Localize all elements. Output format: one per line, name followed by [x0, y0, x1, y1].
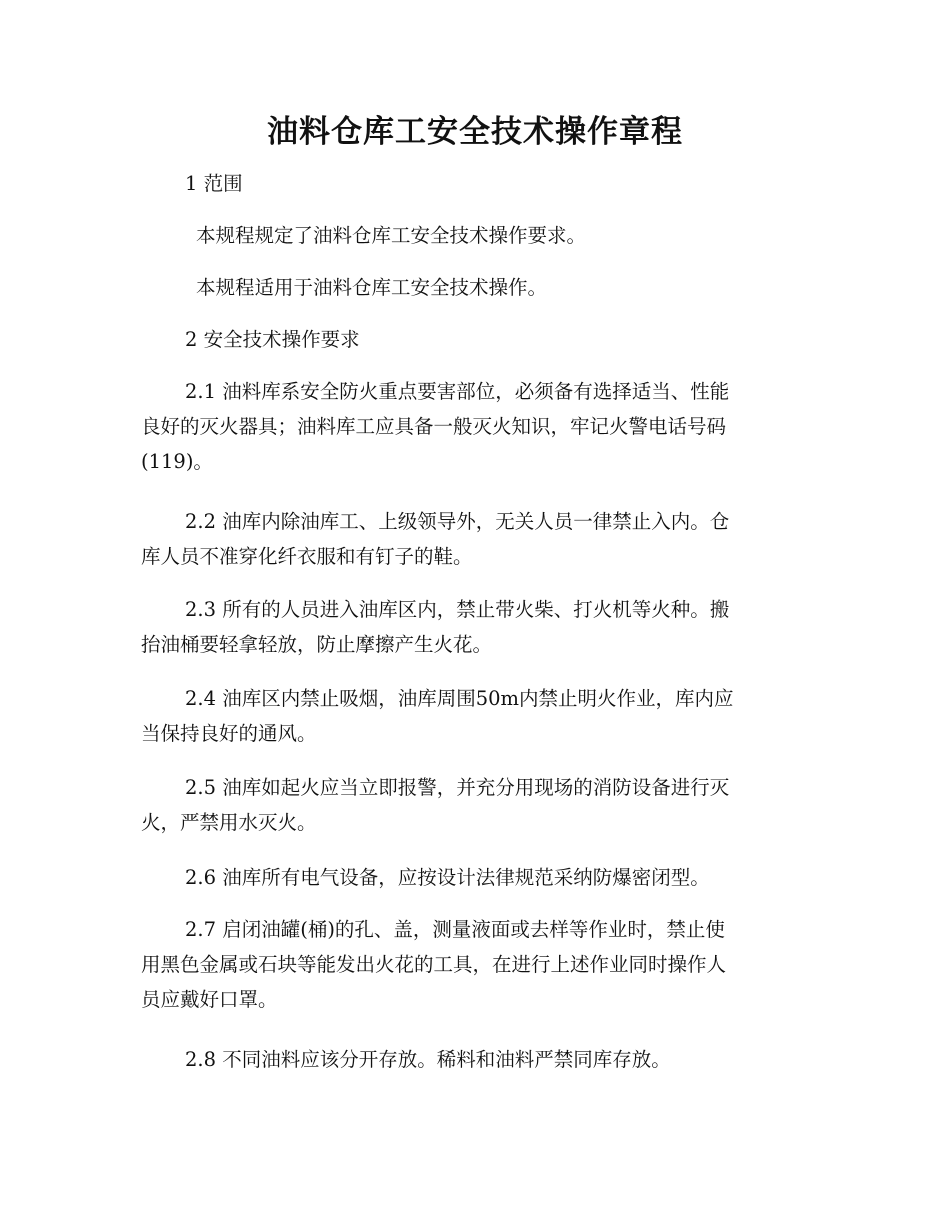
requirement-line: 员应戴好口罩。 [141, 988, 278, 1011]
requirement-item-2-8 [141, 1042, 797, 1077]
requirement-item-2-2 [141, 504, 797, 574]
scope-paragraph-1: 本规程规定了油料仓库工安全技术操作要求。 [196, 224, 587, 247]
document-title: 油料仓库工安全技术操作章程 [267, 114, 683, 150]
requirement-line: 2.6 油库所有电气设备，应按设计法律规范采纳防爆密闭型。 [185, 866, 710, 889]
requirement-line: 良好的灭火器具；油料库工应具备一般灭火知识，牢记火警电话号码 [141, 415, 727, 438]
requirement-line: 2.2 油库内除油库工、上级领导外，无关人员一律禁止入内。仓 [185, 510, 730, 533]
requirement-line: 2.1 油料库系安全防火重点要害部位，必须备有选择适当、性能 [185, 380, 730, 403]
requirement-line: 2.4 油库区内禁止吸烟，油库周围50m内禁止明火作业，库内应 [185, 687, 734, 710]
section-heading-scope: 1 范围 [185, 172, 243, 195]
requirement-item-2-7 [141, 912, 797, 1017]
requirement-line: 用黑色金属或石块等能发出火花的工具，在进行上述作业同时操作人 [141, 953, 727, 976]
section-heading-requirements: 2 安全技术操作要求 [185, 328, 360, 351]
requirement-line: 2.5 油库如起火应当立即报警，并充分用现场的消防设备进行灭 [185, 776, 730, 799]
requirement-line: 火，严禁用水灭火。 [141, 811, 317, 834]
requirement-line: 库人员不准穿化纤衣服和有钉子的鞋。 [141, 545, 473, 568]
scope-paragraph-2: 本规程适用于油料仓库工安全技术操作。 [196, 276, 548, 299]
requirement-line: 2.7 启闭油罐(桶)的孔、盖，测量液面或去样等作业时，禁止使 [185, 918, 725, 941]
requirement-line: 抬油桶要轻拿轻放，防止摩擦产生火花。 [141, 633, 493, 656]
requirement-item-2-3 [141, 592, 797, 662]
requirement-item-2-5 [141, 770, 797, 840]
requirement-line: (119)。 [141, 450, 213, 473]
requirement-item-2-4 [141, 681, 797, 751]
requirement-line: 2.8 不同油料应该分开存放。稀料和油料严禁同库存放。 [185, 1048, 671, 1071]
requirement-item-2-1 [141, 374, 797, 479]
requirement-line: 2.3 所有的人员进入油库区内，禁止带火柴、打火机等火种。搬 [185, 598, 730, 621]
requirement-item-2-6 [141, 860, 797, 895]
requirement-line: 当保持良好的通风。 [141, 722, 317, 745]
